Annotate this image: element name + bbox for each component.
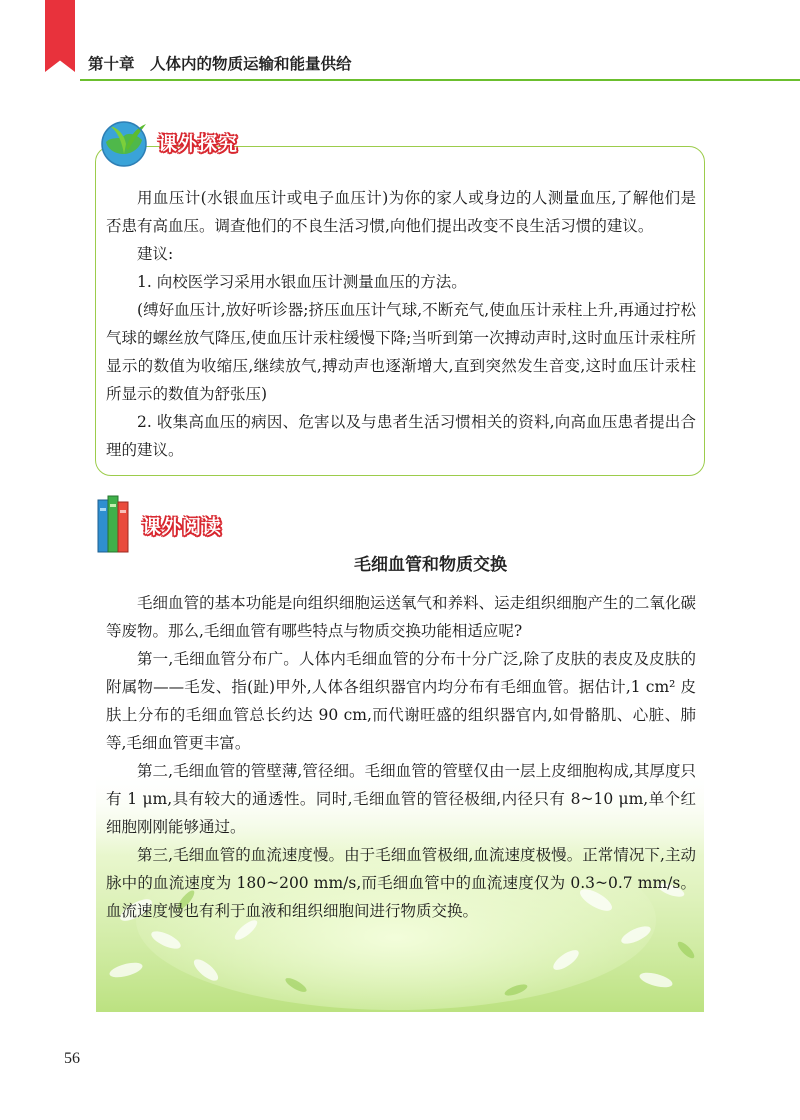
reading-badge — [96, 494, 222, 556]
reading-paragraph: 第二,毛细血管的管壁薄,管径细。毛细血管的管壁仅由一层上皮细胞构成,其厚度只有 1 μm,具有较大的通透性。同时,毛细血管的管径极细,内径只有 8~10 μm,单个红细胞刚刚能够通过。 — [106, 762, 696, 836]
explore-paragraph: (缚好血压计,放好听诊器;挤压血压计气球,不断充气,使血压计汞柱上升,再通过拧松气球的螺丝放气降压,使血压计汞柱缓慢下降;当听到第一次搏动声时,这时血压计汞柱所显示的数值为收缩压,继续放气,搏动声也逐渐增大,直到突然发生音变,这时血压计汞柱所显示的数值为舒张压) — [106, 301, 696, 403]
reading-paragraph: 第一,毛细血管分布广。人体内毛细血管的分布十分广泛,除了皮肤的表皮及皮肤的附属物——毛发、指(趾)甲外,人体各组织器官内均分布有毛细血管。据估计,1 cm² 皮肤上分布的毛细血管总长约达 90 cm,而代谢旺盛的组织器官内,如骨骼肌、心脏、肺等,毛细血管更丰富。 — [106, 650, 696, 752]
reading-paragraph: 第三,毛细血管的血流速度慢。由于毛细血管极细,血流速度极慢。正常情况下,主动脉中的血流速度为 180~200 mm/s,而毛细血管中的血流速度仅为 0.3~0.7 mm/s。血流速度慢也有利于血液和组织细胞间进行物质交换。 — [106, 846, 696, 920]
explore-badge — [96, 114, 238, 170]
explore-paragraph: 2. 收集高血压的病因、危害以及与患者生活习惯相关的资料,向高血压患者提出合理的建议。 — [106, 413, 696, 459]
books-icon — [96, 494, 136, 556]
chapter-title: 第十章 人体内的物质运输和能量供给 — [88, 55, 352, 73]
globe-plant-icon — [96, 114, 152, 170]
reading-paragraph: 毛细血管的基本功能是向组织细胞运送氧气和养料、运走组织细胞产生的二氧化碳等废物。那么,毛细血管有哪些特点与物质交换功能相适应呢? — [106, 594, 696, 640]
explore-badge-label: 课外探究 — [158, 132, 239, 155]
reading-content — [106, 589, 696, 925]
header-divider — [80, 79, 800, 81]
chapter-ribbon — [45, 0, 75, 72]
explore-content — [106, 184, 696, 464]
reading-title: 毛细血管和物质交换 — [354, 555, 507, 575]
page-number: 56 — [64, 1050, 80, 1067]
explore-paragraph: 1. 向校医学习采用水银血压计测量血压的方法。 — [137, 273, 467, 291]
reading-badge-label: 课外阅读 — [142, 515, 223, 538]
explore-paragraph: 用血压计(水银血压计或电子血压计)为你的家人或身边的人测量血压,了解他们是否患有高血压。调查他们的不良生活习惯,向他们提出改变不良生活习惯的建议。 — [106, 189, 696, 235]
explore-paragraph: 建议: — [137, 245, 174, 263]
